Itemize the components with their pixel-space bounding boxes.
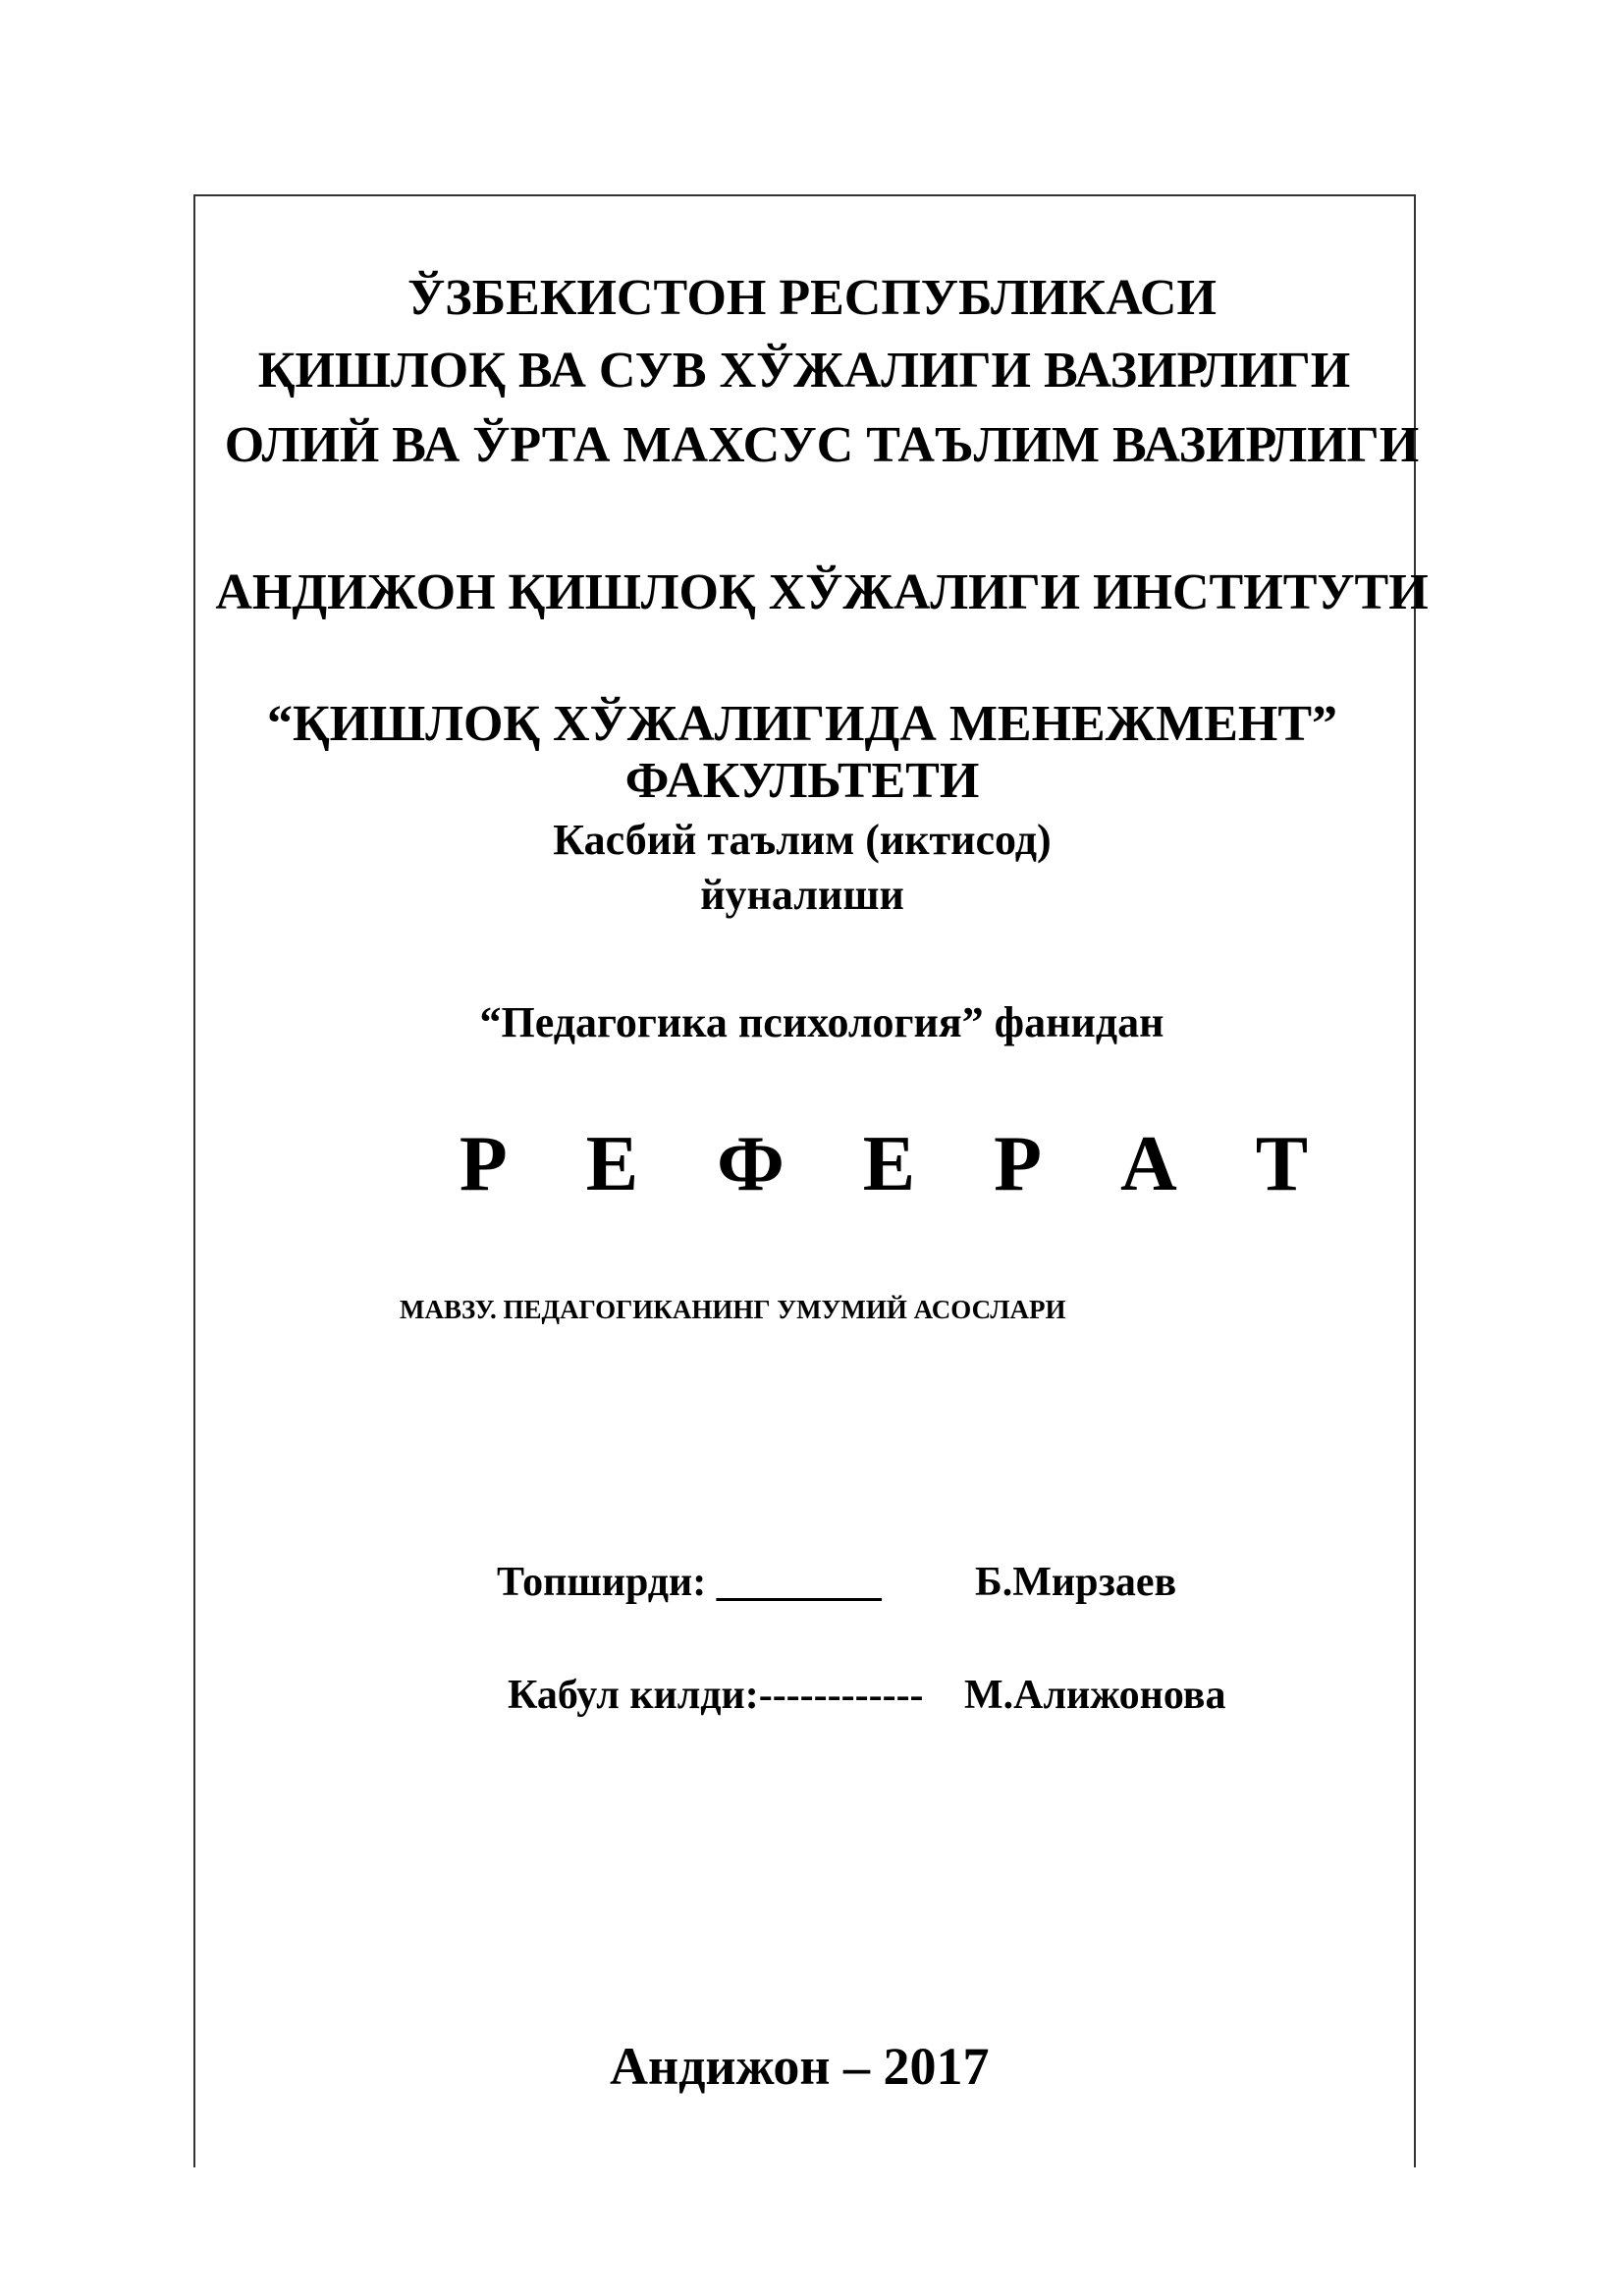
faculty-name-line2: ФАКУЛЬТЕТИ [624, 753, 980, 809]
topic-line: МАВЗУ. ПЕДАГОГИКАНИНГ УМУМИЙ АСОСЛАРИ [400, 1295, 1066, 1324]
accepted-name: М.Алижонова [964, 1673, 1226, 1718]
direction-line2: йуналиши [700, 871, 904, 919]
institute-name: АНДИЖОН ҚИШЛОҚ ХЎЖАЛИГИ ИНСТИТУТИ [215, 564, 1429, 620]
accepted-label: Кабул килди:------------ [508, 1673, 924, 1718]
submitted-label: Топширди: ________ [497, 1560, 882, 1605]
ministry-education: ОЛИЙ ВА ЎРТА МАХСУС ТАЪЛИМ ВАЗИРЛИГИ [224, 417, 1420, 473]
faculty-name-line1: “ҚИШЛОҚ ХЎЖАЛИГИДА МЕНЕЖМЕНТ” [266, 696, 1338, 752]
submitted-name: Б.Мирзаев [975, 1560, 1177, 1605]
document-type-title: Р Е Ф Е Р А Т [459, 1121, 1338, 1207]
direction-line1: Касбий таълим (иктисод) [553, 816, 1052, 864]
republic-title: ЎЗБЕКИСТОН РЕСПУБЛИКАСИ [407, 270, 1217, 326]
city-year: Андижон – 2017 [610, 2037, 990, 2096]
ministry-agriculture: ҚИШЛОҚ ВА СУВ ХЎЖАЛИГИ ВАЗИРЛИГИ [257, 343, 1351, 399]
subject-line: “Педагогика психология” фанидан [479, 998, 1164, 1046]
